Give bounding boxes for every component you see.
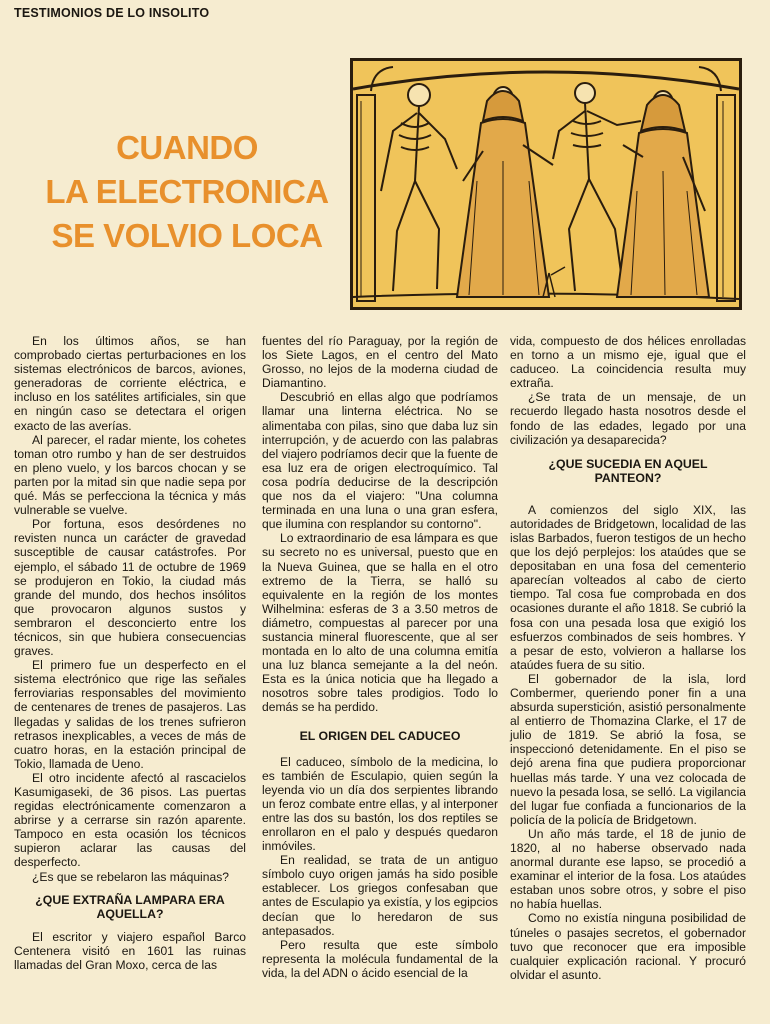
subheading-lampara: ¿QUE EXTRAÑA LAMPARA ERA AQUELLA? [35, 892, 225, 921]
paragraph: El gobernador de la isla, lord Combermer, queriendo poner fin a una absurda superstición, asistió personalmente al entierro de Thomazina Clarke, el 17 de julio de 1819. Se abrió la fosa, se inspeccionó detenidamente. En el piso se dejó arena fina que pudiera proporcionar huellas más tarde. Y una vez colocada de nuevo la pesada losa, se selló. La vigilancia del lugar fue confiada a funcionarios de la policía de la policía de Bridgetown. [510, 671, 746, 827]
paragraph: vida, compuesto de dos hélices enrolladas en torno a un mismo eje, igual que el caduceo. La coincidencia resulta muy extraña. [510, 334, 746, 391]
paragraph: En los últimos años, se han comprobado ciertas perturbaciones en los sistemas electrónicos de barcos, aviones, generadoras de corriente eléctrica, e incluso en los satélites artificiales, sin que en ningún caso se detectara el origen exacto de las averías. [14, 334, 246, 433]
title-line-3: SE VOLVIO LOCA [51, 217, 323, 254]
paragraph: En realidad, se trata de un antiguo símbolo cuyo origen jamás ha sido posible establecer. Los griegos confesaban que antes de Esculapio ya existía, y los egipcios decían que lo heredaron de sus antepasados. [262, 853, 498, 938]
column-1 [14, 334, 246, 972]
subheading-caduceo: EL ORIGEN DEL CADUCEO [299, 728, 461, 743]
title-line-2: LA ELECTRONICA [45, 173, 329, 210]
paragraph: El caduceo, símbolo de la medicina, lo es también de Esculapio, quien según la leyenda vio un día dos serpientes librando un feroz combate entre ellas, y al interponer entre las dos su bastón, los dos reptiles se enrollaron en el palo y después quedaron inmóviles. [262, 754, 498, 854]
paragraph: Pero resulta que este símbolo representa la molécula fundamental de la vida, la del ADN o ácido esencial de la [262, 937, 498, 980]
woodcut-engraving [353, 61, 739, 307]
paragraph: El escritor y viajero español Barco Centenera visitó en 1601 las ruinas llamadas del Gran Moxo, cerca de las [14, 929, 246, 972]
subheading-panteon: ¿QUE SUCEDIA EN AQUEL PANTEON? [548, 456, 708, 485]
dance-of-death-illustration [350, 58, 742, 310]
section-header: TESTIMONIOS DE LO INSOLITO [14, 6, 210, 20]
paragraph: A comienzos del siglo XIX, las autoridades de Bridgetown, localidad de las islas Barbados, fueron testigos de un hecho que los dejó perplejos: los ataúdes que se depositaban en una fosa del cementerio aparecían volteados al cabo de cierto tiempo. Tal cosa fue comprobada en dos ocasiones durante el año 1818. Se cubrió la fosa con una pesada losa que exigió los esfuerzos combinados de seis hombres. Y a pesar de esto, volvieron a hallarse los ataúdes fuera de su sitio. [510, 502, 746, 672]
paragraph: Descubrió en ellas algo que podríamos llamar una linterna eléctrica. No se alimentaba con pilas, sino que daba luz sin interrupción, y de acuerdo con las palabras del viajero podríamos decir que la fuente de esa luz era de origen electroquímico. Tal cosa podría deducirse de la descripción que nos da el viajero: "Una columna terminada en una luna o una gran esfera, que ilumina con resplandor su contorno". [262, 390, 498, 532]
paragraph: El otro incidente afectó al rascacielos Kasumigaseki, de 36 pisos. Las puertas regidas electrónicamente comenzaron a abrirse y a cerrarse sin razón aparente. Tampoco en esta ocasión los técnicos supieron aclarar las causas del desperfecto. [14, 770, 246, 870]
paragraph: ¿Es que se rebelaron las máquinas? [32, 869, 229, 884]
paragraph: Un año más tarde, el 18 de junio de 1820, al no haberse observado nada anormal durante ese lapso, se procedió a examinar el interior de la fosa. Los ataúdes estaban unos sobre otros, y sobre el piso no había huellas. [510, 826, 746, 912]
paragraph: Al parecer, el radar miente, los cohetes toman otro rumbo y han de ser destruidos en pleno vuelo, y los barcos chocan y se parten por la mitad sin que nadie sepa por qué. Más se perfecciona la técnica y más vulnerable se vuelve. [14, 432, 246, 518]
paragraph: Por fortuna, esos desórdenes no revisten nunca un carácter de gravedad susceptible de causar catástrofes. Por ejemplo, el sábado 11 de octubre de 1969 se produjeron en Tokio, la ciudad más grande del mundo, dos hechos insólitos que provocaron algunos sustos y sembraron el desconcierto entre los técnicos, sin que hubiera consecuencias graves. [14, 517, 246, 659]
paragraph: El primero fue un desperfecto en el sistema electrónico que rige las señales ferroviarias responsables del movimiento de centenares de trenes de pasajeros. Las llegadas y salidas de los trenes sufrieron retrasos inexplicables, a veces de más de cuatro horas, en la estación principal de Tokio, llamada de Ueno. [14, 658, 246, 771]
paragraph: ¿Se trata de un mensaje, de un recuerdo llegado hasta nosotros desde el fondo de las edades, legado por una civilización ya desaparecida? [510, 390, 746, 447]
paragraph: fuentes del río Paraguay, por la región de los Siete Lagos, en el centro del Mato Grosso, no lejos de la moderna ciudad de Diamantino. [262, 334, 498, 391]
paragraph: Como no existía ninguna posibilidad de túneles o pasajes secretos, el gobernador tuvo que reconocer que era imposible cualquier explicación racional. Y procuró olvidar el asunto. [510, 911, 746, 982]
title-line-1: CUANDO [116, 129, 258, 166]
column-3 [510, 334, 746, 982]
article-title [22, 126, 352, 258]
paragraph: Lo extraordinario de esa lámpara es que su secreto no es universal, puesto que en la Nueva Guinea, que se halla en el otro extremo de la Tierra, se halló su equivalente en la región de los montes Wilhelmina: esferas de 3 a 3.50 metros de diámetro, compuestas al parecer por una sustancia mineral fluorescente, que al ser montada en lo alto de una columna emitía una luz blanca semejante a la del neón. Esta es la única noticia que ha llegado a nosotros sobre tales prodigios. Todo lo demás se ha perdido. [262, 531, 498, 715]
column-2 [262, 334, 498, 980]
